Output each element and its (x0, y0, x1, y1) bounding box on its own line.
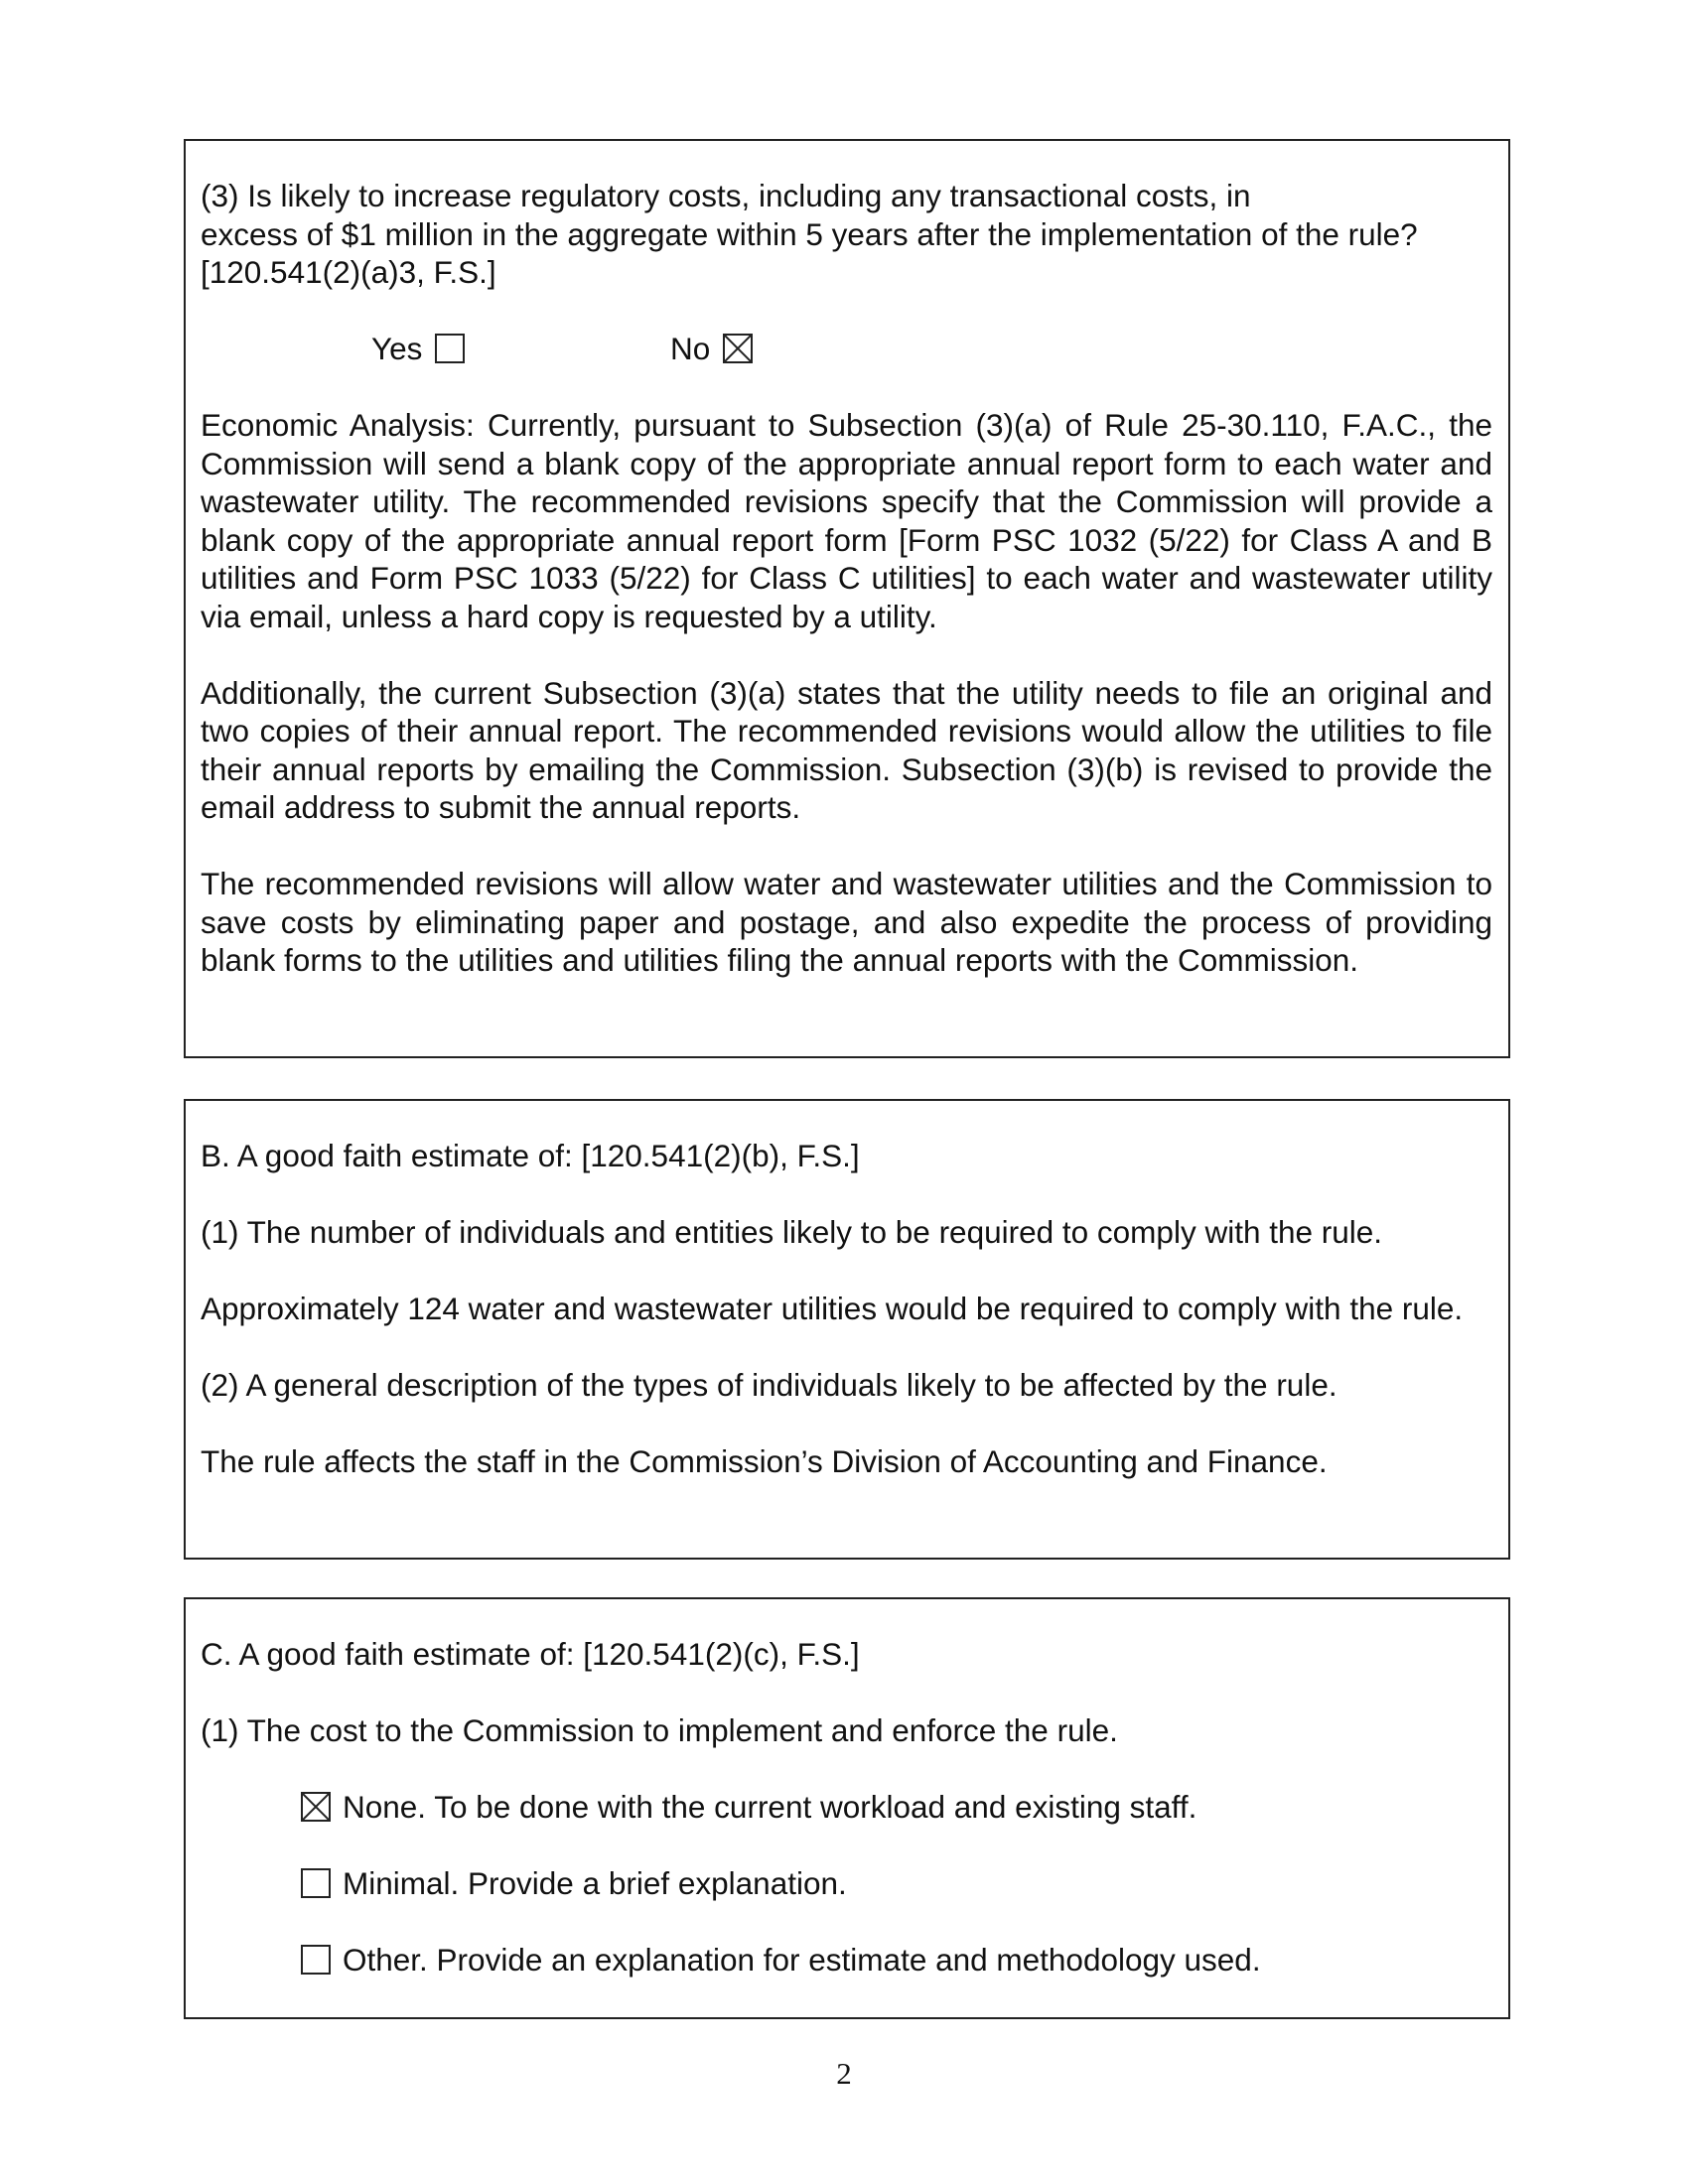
page-number: 2 (836, 2056, 852, 2091)
checkbox-x-icon (303, 1794, 329, 1820)
section-b-box (184, 1099, 1510, 1560)
section-b-item2-question: (2) A general description of the types of individuals likely to be affected by the rule. (201, 1367, 1337, 1403)
savings-paragraph: The recommended revisions will allow water and wastewater utilities and the Commission to save costs by eliminating paper and postage, and also expedite the process of providing blank forms to the utilities and utilities filing the annual reports with the Commission. (201, 866, 1492, 978)
option-other[interactable] (301, 1941, 1492, 1979)
section-b-heading: B. A good faith estimate of: [120.541(2)(b), F.S.] (201, 1138, 860, 1173)
checkbox-x-icon (725, 336, 751, 361)
question-line-2: excess of $1 million in the aggregate within 5 years after the implementation of the rule? (201, 215, 1418, 252)
section-c-item1-question: (1) The cost to the Commission to implement and enforce the rule. (201, 1712, 1118, 1748)
question-line-1: (3) Is likely to increase regulatory costs, including any transactional costs, in (201, 178, 1251, 213)
option-none-label: None. To be done with the current workload and existing staff. (343, 1789, 1197, 1825)
section-a-box (184, 139, 1510, 1058)
no-checkbox[interactable] (723, 334, 753, 363)
section-b-item1-question: (1) The number of individuals and entities likely to be required to comply with the rule. (201, 1214, 1383, 1250)
option-minimal-checkbox[interactable] (301, 1868, 331, 1898)
yes-no-row (201, 330, 1492, 368)
question-line-3: [120.541(2)(a)3, F.S.] (201, 254, 496, 290)
additional-paragraph: Additionally, the current Subsection (3)(a) states that the utility needs to file an original and two copies of their annual report. The recommended revisions would allow the utilities to file their annual reports by emailing the Commission. Subsection (3)(b) is revised to provide the email address to submit the annual reports. (201, 674, 1492, 825)
yes-label: Yes (371, 331, 423, 366)
economic-analysis-paragraph: Economic Analysis: Currently, pursuant to Subsection (3)(a) of Rule 25-30.110, F.A.C., the Commission will send a blank copy of the appropriate annual report form to each water and wastewater utility. The recommended revisions specify that the Commission will provide a blank copy of the appropriate annual report form [Form PSC 1032 (5/22) for Class A and B utilities and Form PSC 1033 (5/22) for Class C utilities] to each water and wastewater utility via email, unless a hard copy is requested by a utility. (201, 407, 1492, 634)
option-none-checkbox[interactable] (301, 1792, 331, 1822)
yes-checkbox[interactable] (435, 334, 465, 363)
option-none[interactable] (301, 1788, 1492, 1827)
option-other-label: Other. Provide an explanation for estimate and methodology used. (343, 1942, 1261, 1978)
yes-option[interactable] (371, 330, 465, 368)
option-minimal[interactable] (301, 1864, 1492, 1903)
no-option[interactable] (670, 330, 753, 368)
option-minimal-label: Minimal. Provide a brief explanation. (343, 1865, 847, 1901)
section-c-heading: C. A good faith estimate of: [120.541(2)(c), F.S.] (201, 1636, 860, 1672)
section-c-box (184, 1597, 1510, 2019)
no-label: No (670, 331, 711, 366)
section-b-item1-answer: Approximately 124 water and wastewater utilities would be required to comply with the rule. (201, 1291, 1464, 1326)
option-other-checkbox[interactable] (301, 1945, 331, 1975)
section-b-item2-answer: The rule affects the staff in the Commission’s Division of Accounting and Finance. (201, 1443, 1328, 1479)
